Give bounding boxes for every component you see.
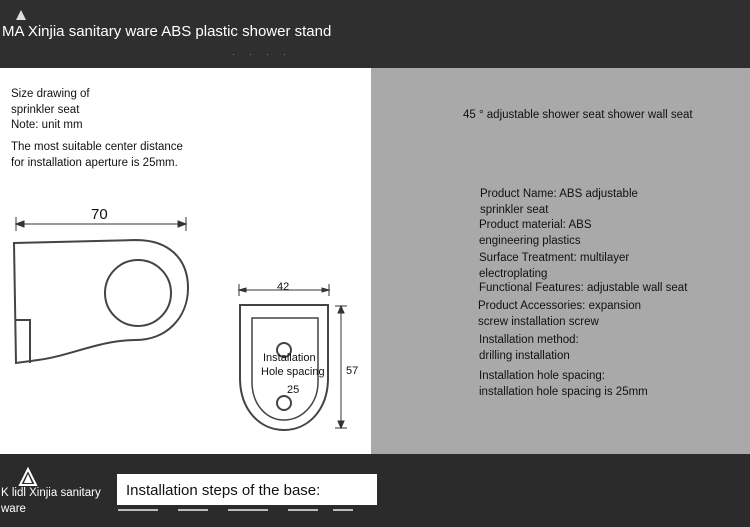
spec-line: Functional Features: adjustable wall seat <box>479 282 688 294</box>
header-band <box>0 0 750 68</box>
product-info-panel <box>371 68 750 454</box>
hole-spacing-value: 25 <box>287 384 300 396</box>
brand-logo-icon <box>18 468 38 486</box>
spec-line: Installation hole spacing: <box>479 370 605 382</box>
decorative-divider <box>118 507 358 513</box>
footer-band <box>0 454 750 527</box>
decorative-dots: ···· <box>232 49 300 59</box>
footer-brand-line2: ware <box>1 503 26 515</box>
footer-brand-line1: K lidl Xinjia sanitary <box>1 487 101 499</box>
size-drawing-panel <box>0 68 371 454</box>
footer-brand <box>1 485 101 517</box>
installation-steps-banner <box>117 474 377 505</box>
front-height-label: 57 <box>346 365 359 377</box>
front-width-label: 42 <box>277 281 290 293</box>
installation-steps-label: Installation steps of the base: <box>126 482 321 499</box>
drawing-note-line1: Size drawing of <box>11 88 90 100</box>
spec-line: installation hole spacing is 25mm <box>479 386 648 398</box>
spec-line: drilling installation <box>479 350 570 362</box>
spec-line: electroplating <box>479 268 548 280</box>
spec-line: screw installation screw <box>478 316 599 328</box>
dimension-diagram <box>0 198 371 396</box>
brand-logo-icon <box>16 10 26 20</box>
spec-line: Product Accessories: expansion <box>478 300 642 312</box>
drawing-note-unit: Note: unit mm <box>11 119 83 131</box>
product-heading: 45 ° adjustable shower seat shower wall seat <box>463 109 693 121</box>
spec-line: Product Name: ABS adjustable <box>480 188 638 200</box>
hole-label-line2: Hole spacing <box>261 366 325 378</box>
spec-line: Surface Treatment: multilayer <box>479 252 630 264</box>
spec-line: sprinkler seat <box>480 204 549 216</box>
spec-line: engineering plastics <box>479 235 581 247</box>
hole-label-line1: Installation <box>263 352 316 364</box>
side-width-label: 70 <box>91 206 108 223</box>
drawing-note-line5: for installation aperture is 25mm. <box>11 157 178 169</box>
spec-line: Product material: ABS <box>479 219 592 231</box>
spec-line: Installation method: <box>479 334 579 346</box>
page-title: MA Xinjia sanitary ware ABS plastic shower stand <box>2 23 332 40</box>
drawing-note-line4: The most suitable center distance <box>11 141 183 153</box>
drawing-note-line2: sprinkler seat <box>11 104 80 116</box>
side-view-outline <box>14 240 188 363</box>
